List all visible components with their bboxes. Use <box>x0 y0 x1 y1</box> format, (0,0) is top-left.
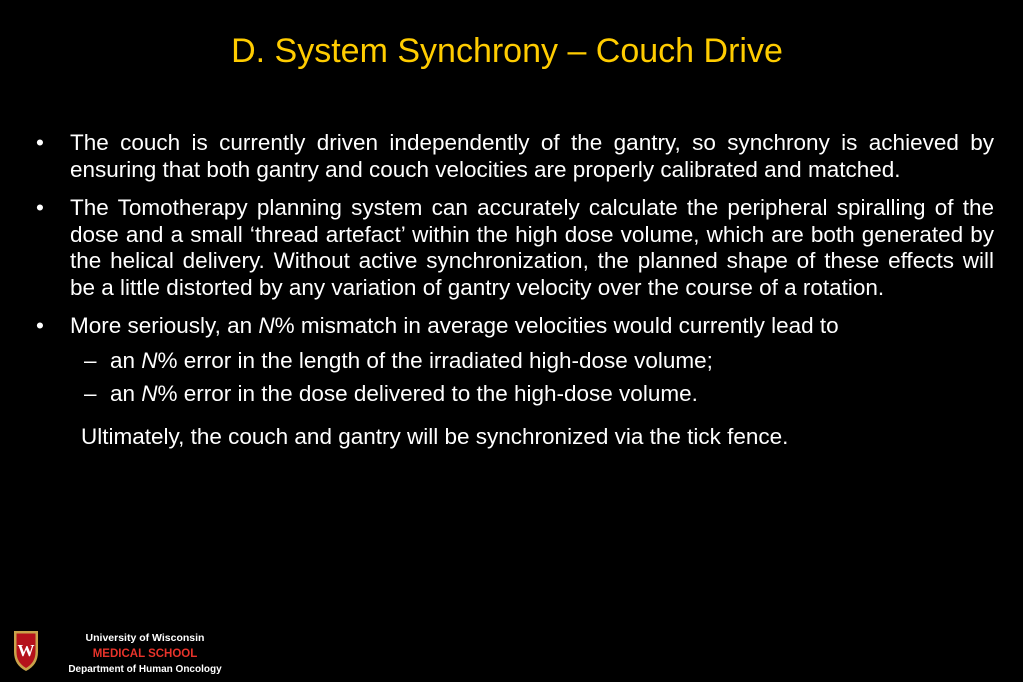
slide-content <box>36 130 994 450</box>
sub-bullet-item <box>36 381 994 408</box>
university-crest-icon <box>10 628 42 672</box>
bullet-marker: • <box>36 195 44 220</box>
bullet-text: The couch is currently driven independently of the gantry, so synchrony is achieved by ensuring that both gantry and couch velocities are properly calibrated and matched. <box>70 130 994 182</box>
variable-n: N <box>258 313 275 338</box>
bullet-marker: • <box>36 313 44 338</box>
department-name: Department of Human Oncology <box>68 664 222 675</box>
bullet-marker: • <box>36 130 44 155</box>
variable-n: N <box>141 347 158 373</box>
bullet-text: The Tomotherapy planning system can accurately calculate the peripheral spiralling of the dose and a small ‘thread artefact’ within the high dose volume, which are both generated by the helical delivery. Without active synchronization, the planned shape of these effects will be a little distorted by any variation of gantry velocity over the course of a rotation. <box>70 195 994 300</box>
sub-bullet-item <box>36 348 994 375</box>
variable-n: N <box>141 381 158 406</box>
sub-bullet-text-end: % error in the dose delivered to the high-dose volume. <box>157 381 698 406</box>
sub-bullet-text-start: an <box>110 381 142 406</box>
sub-bullet-marker: – <box>84 347 97 373</box>
footer-logo <box>10 626 240 680</box>
closing-statement: Ultimately, the couch and gantry will be synchronized via the tick fence. <box>81 423 789 449</box>
sub-bullet-text-start: an <box>110 347 142 373</box>
sub-bullet-text-end: % error in the length of the irradiated high-dose volume; <box>157 347 713 373</box>
bullet-item <box>36 313 994 340</box>
bullet-item <box>36 130 994 183</box>
slide-title: D. System Synchrony – Couch Drive <box>231 32 783 70</box>
bullet-text-end: % mismatch in average velocities would currently lead to <box>274 313 839 338</box>
bullet-text-start: More seriously, an <box>70 313 259 338</box>
sub-bullet-marker: – <box>84 381 97 406</box>
crest-letter: W <box>17 641 35 660</box>
school-name: MEDICAL SCHOOL <box>92 648 198 660</box>
university-name: University of Wisconsin <box>85 632 205 644</box>
bullet-item <box>36 195 994 301</box>
